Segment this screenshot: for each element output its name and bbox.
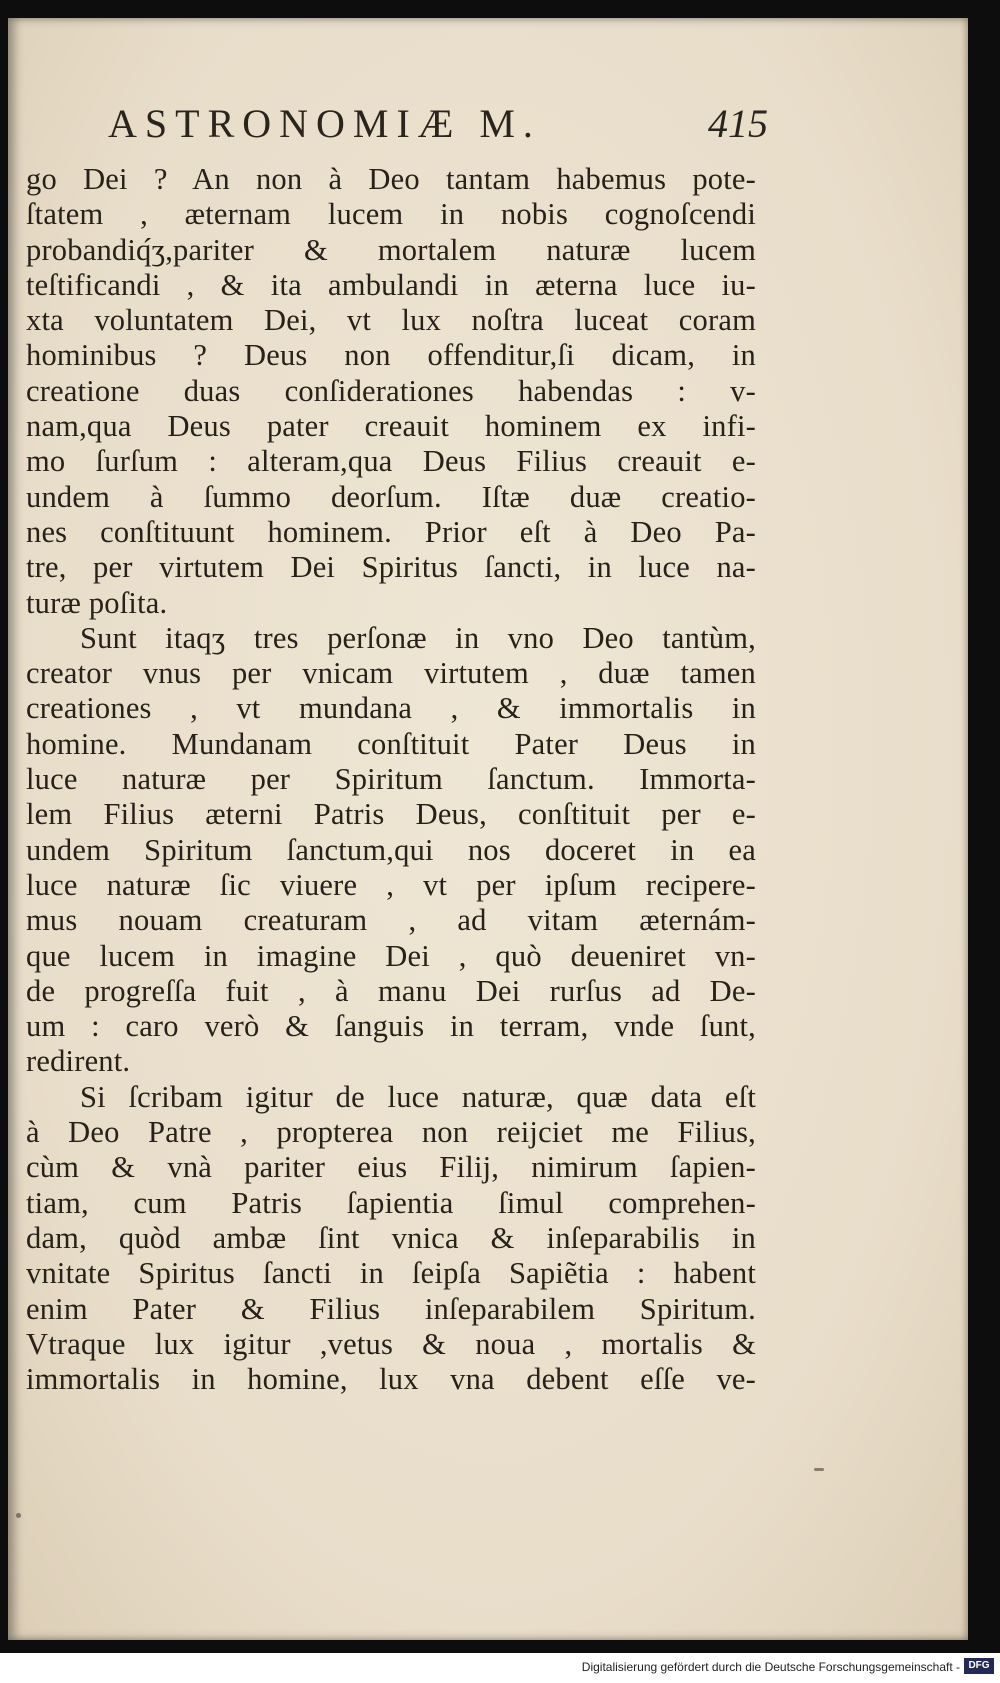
footer-credit: Digitalisierung gefördert durch die Deutsche Forschungsgemeinschaft -: [581, 1660, 960, 1674]
text-line: tiam, cum Patris ſapientia ſimul comprehen-: [26, 1185, 756, 1220]
text-line: mus nouam creaturam , ad vitam æternám-: [26, 903, 756, 938]
text-line: creator vnus per vnicam virtutem , duæ tamen: [26, 656, 756, 691]
page-number: 415: [708, 101, 768, 146]
text-line: dam, quòd ambæ ſint vnica & inſeparabilis in: [26, 1220, 756, 1255]
text-line: tre, per virtutem Dei Spiritus ſancti, in luce na-: [26, 550, 756, 585]
text-line: Vtraque lux igitur ,vetus & noua , mortalis &: [26, 1326, 756, 1361]
text-line: undem à ſummo deorſum. Iſtæ duæ creatio-: [26, 479, 756, 514]
text-line: vnitate Spiritus ſancti in ſeipſa Sapiẽtia : habent: [26, 1256, 756, 1291]
text-line: Sunt itaqʒ tres perſonæ in vno Deo tantùm,: [80, 620, 756, 655]
text-line: à Deo Patre , propterea non reijciet me Filius,: [26, 1115, 756, 1150]
text-line: cùm & vnà pariter eius Filij, nimirum ſapien-: [26, 1150, 756, 1185]
dfg-logo: DFG: [964, 1658, 994, 1674]
text-line: luce naturæ ſic viuere , vt per ipſum recipere-: [26, 867, 756, 902]
text-line: Si ſcribam igitur de luce naturæ, quæ data eſt: [80, 1079, 756, 1114]
text-line: undem Spiritum ſanctum,qui nos doceret in ea: [26, 832, 756, 867]
page-header: [108, 86, 768, 156]
text-line: xta voluntatem Dei, vt lux noſtra luceat coram: [26, 303, 756, 338]
text-line: luce naturæ per Spiritum ſanctum. Immorta-: [26, 762, 756, 797]
text-line: immortalis in homine, lux vna debent eſſe ve-: [26, 1362, 756, 1397]
running-title: ASTRONOMIÆ M.: [108, 101, 541, 146]
text-line: nes conſtituunt hominem. Prior eſt à Deo Pa-: [26, 514, 756, 549]
paper-speck: [16, 1513, 21, 1518]
text-line: de progreſſa fuit , à manu Dei rurſus ad De-: [26, 973, 756, 1008]
paper-speck: [814, 1468, 824, 1471]
book-page: [8, 18, 968, 1640]
text-line: hominibus ? Deus non offenditur,ſi dicam, in: [26, 338, 756, 373]
text-line: mo ſurſum : alteram,qua Deus Filius creauit e-: [26, 444, 756, 479]
text-line: probandiq́ʒ,pariter & mortalem naturæ lucem: [26, 232, 756, 267]
text-line: nam,qua Deus pater creauit hominem ex infi-: [26, 409, 756, 444]
text-line: lem Filius æterni Patris Deus, conſtituit per e-: [26, 797, 756, 832]
text-line: ſtatem , æternam lucem in nobis cognoſcendi: [26, 197, 756, 232]
text-line: homine. Mundanam conſtituit Pater Deus in: [26, 726, 756, 761]
digitization-footer: [0, 1653, 1000, 1683]
text-line: que lucem in imagine Dei , quò deueniret vn-: [26, 938, 756, 973]
text-line: creationes , vt mundana , & immortalis in: [26, 691, 756, 726]
text-line: um : caro verò & ſanguis in terram, vnde ſunt,: [26, 1009, 756, 1044]
body-text: [26, 162, 756, 1397]
text-line: teſtificandi , & ita ambulandi in æterna luce iu-: [26, 267, 756, 302]
text-line: go Dei ? An non à Deo tantam habemus pote-: [26, 162, 756, 196]
text-line: enim Pater & Filius inſeparabilem Spiritum.: [26, 1291, 756, 1326]
text-line: redirent.: [26, 1044, 131, 1079]
text-line: creatione duas conſiderationes habendas : v-: [26, 373, 756, 408]
text-line: turæ poſita.: [26, 585, 168, 620]
